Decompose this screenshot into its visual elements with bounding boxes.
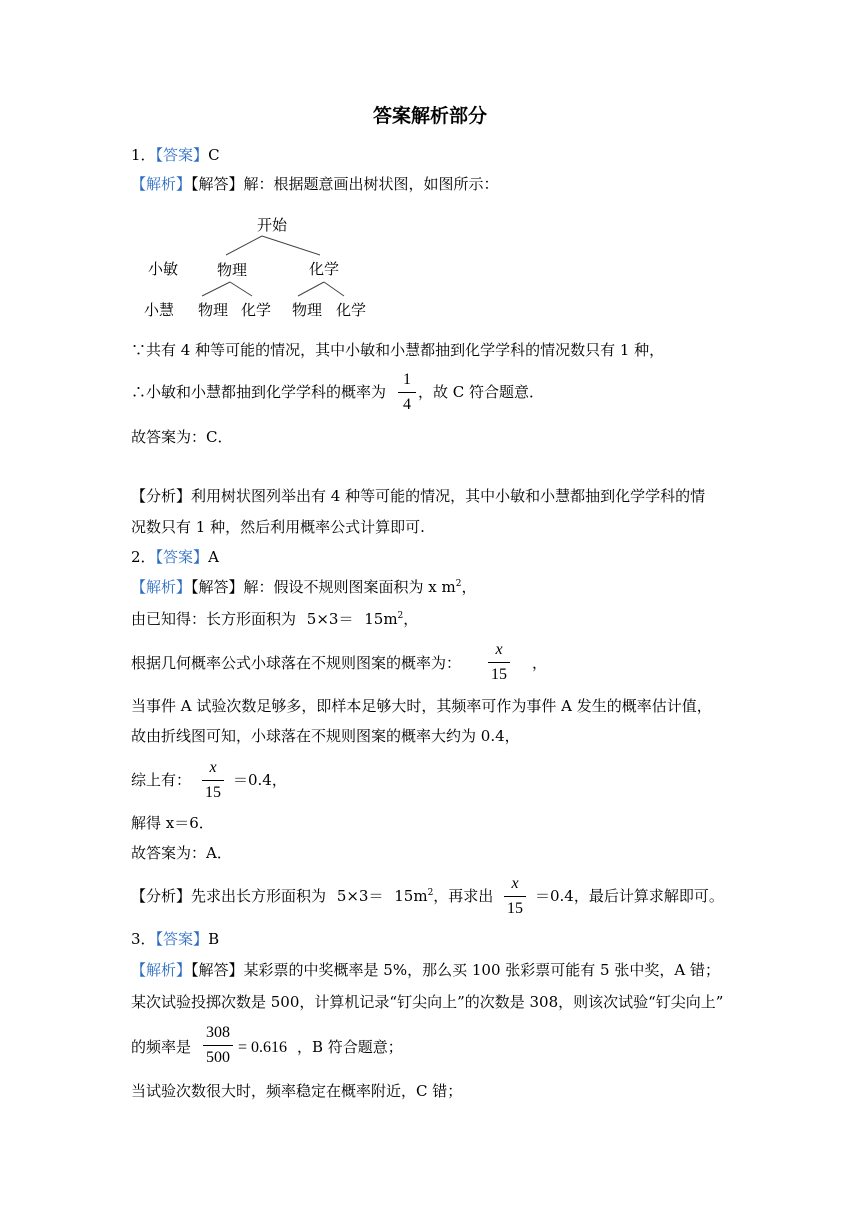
q2-answer: A <box>208 548 219 566</box>
q2-line4: 当事件 A 试验次数足够多，即样本足够大时，其频率可作为事件 A 发生的概率估计值， <box>131 697 712 715</box>
q1-summary-line1 <box>131 489 705 504</box>
q3-fraction <box>203 1025 233 1066</box>
q2-analysis-tag: 【解析】 <box>131 578 192 596</box>
q1-answer-line <box>131 148 220 163</box>
q1-line1: 解：根据题意画出树状图，如图所示： <box>243 175 499 193</box>
q3-number: 3． <box>131 930 156 948</box>
q3-line3-post: ，B 符合题意； <box>297 1038 403 1056</box>
q2-line1-end: ， <box>461 578 477 596</box>
q2-summary-expr: 5×3＝ <box>336 887 384 905</box>
fraction-numerator: x <box>511 875 519 892</box>
fraction-denominator: 15 <box>491 666 507 683</box>
superscript: 2 <box>427 888 434 898</box>
q2-summary-mid: ，再求出 <box>433 887 494 905</box>
q2-line2-pre: 由已知得：长方形面积为 <box>131 610 297 628</box>
fraction-bar <box>203 1045 233 1046</box>
tree-level2-node: 化学 <box>336 301 367 319</box>
q2-summary <box>131 889 493 904</box>
q1-line3-post: ，故 C 符合题意． <box>418 383 545 401</box>
q1-analysis-tag: 【解析】 <box>131 175 192 193</box>
tree-row2-label: 小慧 <box>144 301 175 319</box>
superscript: 2 <box>455 579 462 589</box>
q2-line8: 故答案为：A． <box>131 844 232 862</box>
fraction-numerator: 1 <box>403 371 411 388</box>
q1-line3-pre: ∴小敏和小慧都抽到化学学科的概率为 <box>131 383 387 401</box>
tree-edge <box>298 282 324 296</box>
fraction-bar <box>488 662 510 663</box>
q1-answer-tag: 【答案】 <box>155 146 209 164</box>
q1-summary-line2: 况数只有 1 种，然后利用概率公式计算即可. <box>131 518 425 536</box>
q1-line2: ∵共有 4 种等可能的情况，其中小敏和小慧都抽到化学学科的情况数只有 1 种， <box>131 341 665 359</box>
tree-level2-node: 物理 <box>198 301 229 319</box>
q3-analysis-tag: 【解析】 <box>131 961 192 979</box>
fraction-bar <box>398 392 416 393</box>
q2-line7: 解得 x＝6． <box>131 814 214 832</box>
q2-fraction-3 <box>504 876 526 917</box>
q2-fraction-2 <box>202 760 224 801</box>
q1-answer: C <box>208 146 220 164</box>
tree-root: 开始 <box>257 216 288 234</box>
q2-solution-tag: 【解答】 <box>191 578 244 596</box>
tree-level1-node: 化学 <box>309 260 340 278</box>
fraction-bar <box>504 896 526 897</box>
q1-summary-tag: 【分析】 <box>131 487 192 505</box>
q2-line2 <box>131 612 418 627</box>
fraction-denominator: 4 <box>403 396 411 413</box>
q3-solution-tag: 【解答】 <box>191 961 244 979</box>
tree-edge <box>324 282 344 296</box>
q1-solution-tag: 【解答】 <box>191 175 244 193</box>
q2-answer-line <box>131 550 219 565</box>
tree-edge <box>262 236 320 255</box>
q2-line1: 解：假设不规则图案面积为 x m <box>243 578 456 596</box>
q2-fraction-1 <box>488 642 510 683</box>
q2-answer-tag: 【答案】 <box>155 548 209 566</box>
fraction-denominator: 15 <box>507 900 523 917</box>
page-title: 答案解析部分 <box>372 105 487 127</box>
q2-number: 2． <box>131 548 156 566</box>
q1-tree-diagram <box>140 210 380 325</box>
fraction-denominator: 500 <box>206 1049 230 1066</box>
q2-line2-expr: 5×3＝ <box>306 610 354 628</box>
q3-line2: 某次试验投掷次数是 500，计算机记录“钉尖向上”的次数是 308，则该次试验“钉尖向上” <box>131 993 724 1011</box>
tree-edge <box>202 282 230 296</box>
tree-level1-node: 物理 <box>217 261 248 279</box>
q2-line5: 故由折线图可知，小球落在不规则图案的概率大约为 0.4， <box>131 727 520 745</box>
q1-number: 1． <box>131 146 156 164</box>
q3-answer-tag: 【答案】 <box>155 930 209 948</box>
tree-level2-node: 物理 <box>292 301 323 319</box>
superscript: 2 <box>397 611 404 621</box>
q2-summary-pre: 先求出长方形面积为 <box>191 887 327 905</box>
fraction-bar <box>202 780 224 781</box>
fraction-numerator: 308 <box>206 1024 230 1041</box>
fraction-denominator: 15 <box>205 784 221 801</box>
q3-answer-line <box>131 932 219 947</box>
q2-summary-val: 15m <box>394 887 428 905</box>
q3-line1: 某彩票的中奖概率是 5%，那么买 100 张彩票可能有 5 张中奖，A 错； <box>243 961 720 979</box>
q1-summary-text1: 利用树状图列举出有 4 种等可能的情况，其中小敏和小慧都抽到化学学科的情 <box>191 487 706 505</box>
q2-line3-post: ， <box>532 654 548 672</box>
q2-line6-post: ＝0.4， <box>233 771 287 789</box>
q2-line3-pre: 根据几何概率公式小球落在不规则图案的概率为： <box>131 654 462 672</box>
tree-edge <box>226 236 262 255</box>
tree-level2-node: 化学 <box>241 301 272 319</box>
tree-row1-label: 小敏 <box>148 260 179 278</box>
q2-summary-post: ＝0.4，最后计算求解即可。 <box>535 887 724 905</box>
fraction-numerator: x <box>495 641 503 658</box>
q3-solution-line1 <box>131 963 720 978</box>
q2-summary-tag: 【分析】 <box>131 887 192 905</box>
q3-line3-eq: = 0.616 <box>238 1039 288 1056</box>
q3-line4: 当试验次数很大时，频率稳定在概率附近，C 错； <box>131 1082 463 1100</box>
fraction-numerator: x <box>209 759 217 776</box>
q1-line4: 故答案为：C． <box>131 428 233 446</box>
q1-fraction <box>398 372 416 413</box>
q3-answer: B <box>208 930 220 948</box>
q2-line2-end: ， <box>403 610 419 628</box>
q2-line2-val: 15m <box>364 610 398 628</box>
q3-line3-pre: 的频率是 <box>131 1038 192 1056</box>
q2-solution-line1 <box>131 580 477 595</box>
q1-solution-line1 <box>131 177 499 192</box>
tree-edge <box>230 282 252 296</box>
q2-line6-pre: 综上有： <box>131 771 192 789</box>
